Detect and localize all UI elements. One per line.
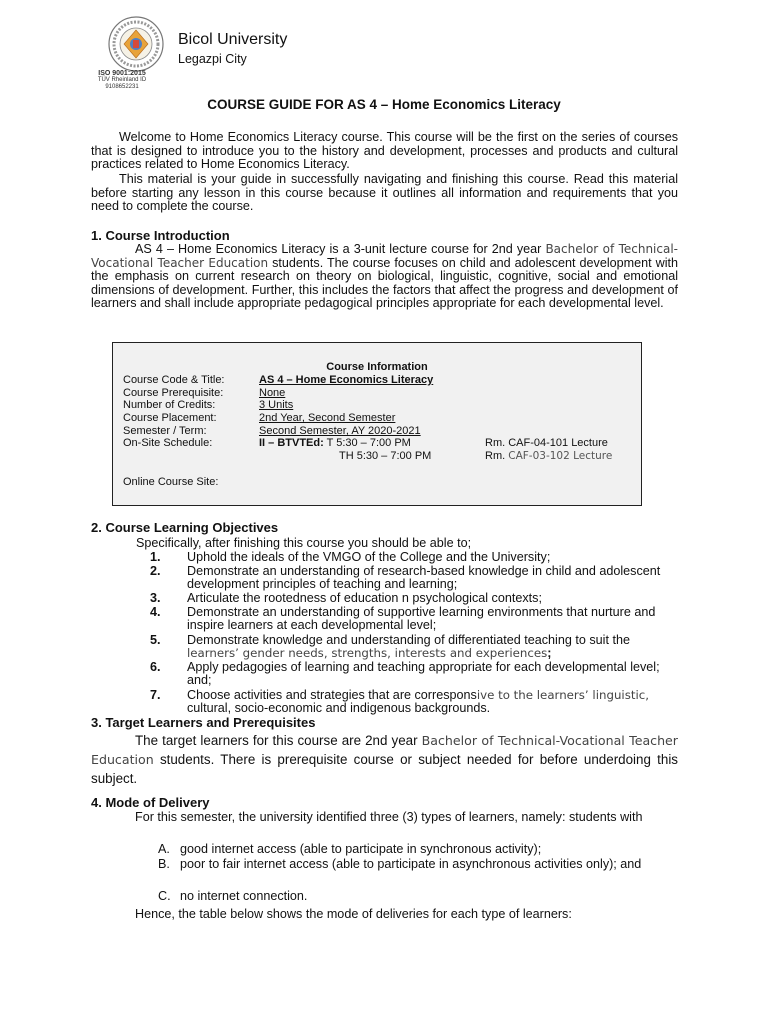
learner-type-item [158,890,678,904]
target-learners-paragraph [91,731,678,788]
semester-term-value: Second Semester, AY 2020-2021 [259,425,421,437]
course-introduction-heading: 1. Course Introduction [91,228,230,243]
course-placement-value: 2nd Year, Second Semester [259,412,396,424]
online-course-site-label: Online Course Site: [123,476,219,488]
objective-number: 3. [150,591,161,605]
room-2 [485,450,612,462]
course-introduction-paragraph [91,243,678,311]
objective-number: 1. [150,550,161,564]
semester-term-label: Semester / Term: [123,425,207,437]
mode-of-delivery-intro: For this semester, the university identified three (3) types of learners, namely: students with [135,810,643,824]
course-placement-label: Course Placement: [123,412,217,424]
schedule-section: II – BTVTEd: [259,437,324,449]
objective-item [150,689,680,715]
room-2-code: CAF-03-102 Lecture [508,450,613,462]
objective-7-text-c: cultural, socio-economic and indigenous backgrounds. [187,701,491,716]
learner-type-text: no internet connection. [180,889,308,903]
document-title: COURSE GUIDE FOR AS 4 – Home Economics Literacy [207,97,561,112]
objective-text [187,634,680,660]
learner-type-letter: B. [158,857,170,871]
credits-label: Number of Credits: [123,399,216,411]
schedule-time-2: TH 5:30 – 7:00 PM [339,450,432,462]
learner-type-item [158,843,678,857]
objective-item [150,551,680,564]
objective-item [150,634,680,660]
objective-text: Demonstrate an understanding of supportive learning environments that nurture and inspire learners at each developmental level; [187,605,656,633]
target-text-a: The target learners for this course are 2nd year [135,733,422,748]
objective-text: Uphold the ideals of the VMGO of the College and the University; [187,550,551,564]
objective-text: Articulate the rootedness of education n psychological contexts; [187,591,542,605]
course-information-title: Course Information [326,361,428,373]
objective-text: Demonstrate an understanding of research-based knowledge in child and adolescent development principles of teaching and learning; [187,564,661,592]
credits-value: 3 Units [259,399,294,411]
learner-type-text: good internet access (able to participate in synchronous activity); [180,842,542,856]
target-program-name: Bachelor of Technical-Vocational Teacher Education [91,733,678,767]
learner-type-text: poor to fair internet access (able to participate in asynchronous activities only); and [180,857,642,871]
objective-text: Apply pedagogies of learning and teaching appropriate for each developmental level; and; [187,660,660,688]
course-code-label: Course Code & Title: [123,374,225,386]
learning-objectives-intro: Specifically, after finishing this course you should be able to; [136,536,472,550]
objective-item [150,592,680,605]
learner-type-letter: A. [158,842,170,856]
intro-program-name: Bachelor of Technical-Vocational Teacher Education [91,242,678,270]
university-name: Bicol University [178,31,288,48]
objective-number: 7. [150,688,161,702]
room-2-prefix: Rm. [485,450,509,462]
course-prerequisite-label: Course Prerequisite: [123,387,224,399]
objective-number: 5. [150,633,161,647]
learner-type-letter: C. [158,889,171,903]
room-1: Rm. CAF-04-101 Lecture [485,437,608,449]
objective-item [150,606,680,632]
iso-standard: ISO 9001:2015 [98,70,146,77]
objective-5-text-b: learners’ gender needs, strengths, interests and experiences [187,646,548,661]
schedule-time-1: T 5:30 – 7:00 PM [323,437,411,449]
onsite-schedule-label: On-Site Schedule: [123,437,213,449]
intro-text-a: AS 4 – Home Economics Literacy is a 3-unit lecture course for 2nd year [135,242,546,256]
learner-type-item [158,858,678,872]
objective-5-text-a: Demonstrate knowledge and understanding of differentiated teaching to suit the [187,633,630,647]
learning-objectives-heading: 2. Course Learning Objectives [91,520,279,535]
objective-item [150,565,680,591]
course-code-value: AS 4 – Home Economics Literacy [259,374,434,386]
objective-text [187,689,680,715]
target-learners-heading: 3. Target Learners and Prerequisites [91,715,316,730]
objective-7-text-a: Choose activities and strategies that are correspons [187,688,477,702]
objective-number: 6. [150,660,161,674]
onsite-schedule-line-1 [259,437,411,449]
course-prerequisite-value: None [259,387,286,399]
mode-of-delivery-heading: 4. Mode of Delivery [91,795,210,810]
objective-number: 2. [150,564,161,578]
objective-7-text-b: ive to the learners’ linguistic, [476,688,649,702]
iso-certifier: TÜV Rheinland ID 9108652231 [97,77,147,90]
target-text-b: students. There is prerequisite course or subject needed for before underdoing this subject. [91,752,678,786]
welcome-paragraph: Welcome to Home Economics Literacy course. This course will be the first on the series of courses that is designed to introduce you to the history and development, processes and products and cultural practices related to Home Economics Literacy. [91,130,678,172]
intro-text-b: students. The course focuses on child and adolescent development with the emphasis on current research on theory on biological, linguistic, cognitive, social and emotional dimensions of development. Further, this includes the factors that affect the progress and development of learners and shall include appropriate pedagogical principles appropriate for each developmental level. [91,255,678,311]
objective-number: 4. [150,605,161,619]
objective-5-text-c: ; [547,646,552,661]
mode-of-delivery-conclusion: Hence, the table below shows the mode of deliveries for each type of learners: [135,907,572,921]
objective-item [150,661,680,687]
iso-certification [92,70,152,91]
university-city: Legazpi City [178,52,247,66]
course-information-box [112,342,642,506]
material-paragraph: This material is your guide in successfully navigating and finishing this course. Read this material before starting any lesson in this course because it outlines all information and requirements that you need to complete the course. [91,172,678,214]
